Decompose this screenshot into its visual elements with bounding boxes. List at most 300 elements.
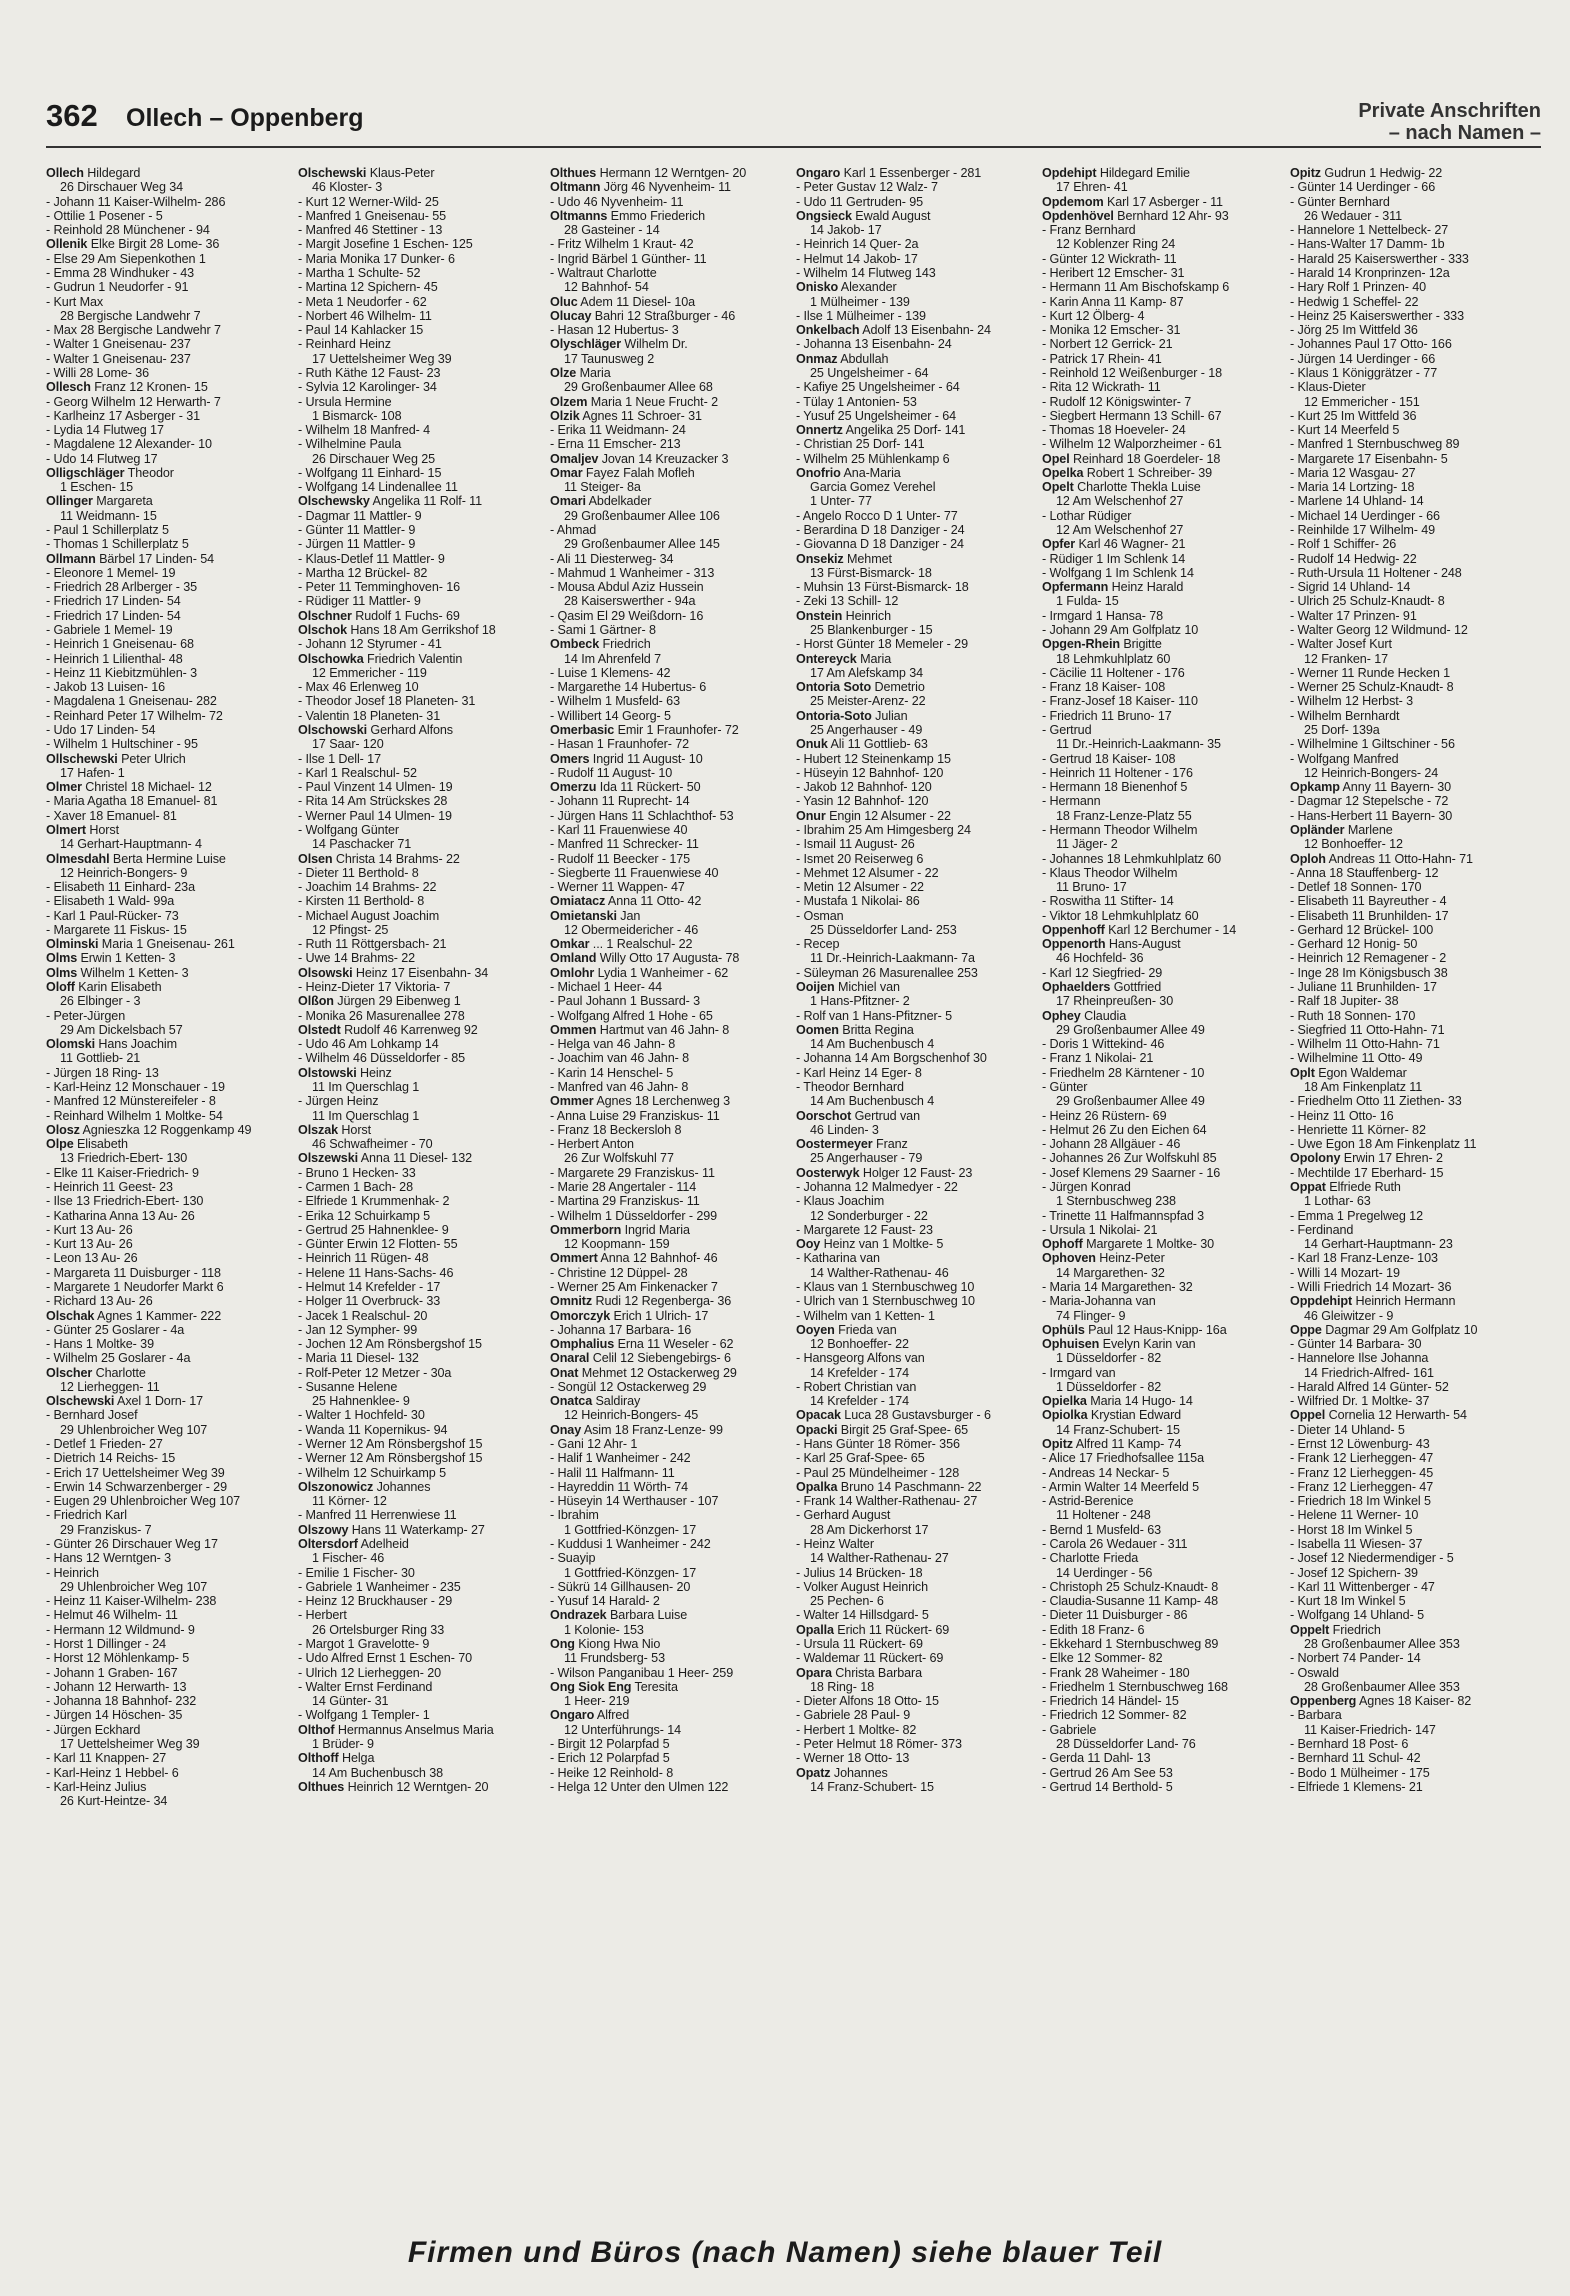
directory-entry-heading: Olsowski Heinz 17 Eisenbahn- 34 [298, 965, 489, 980]
directory-entry-address: 14 Franz-Schubert- 15 [810, 1779, 934, 1794]
directory-entry-address: 28 Großenbaumer Allee 353 [1304, 1679, 1460, 1694]
directory-entry: - Holger 11 Overbruck- 33 [298, 1294, 441, 1309]
directory-entry-heading: Omlohr Lydia 1 Wanheimer - 62 [550, 965, 729, 980]
directory-entry-heading: Ontoria-Soto Julian [796, 708, 908, 723]
directory-entry: - Max 28 Bergische Landwehr 7 [46, 323, 221, 338]
directory-entry: - Wilhelm 18 Manfred- 4 [298, 423, 431, 438]
directory-entry-heading: Ophey Claudia [1042, 1008, 1127, 1023]
directory-entry-heading: Ooijen Michiel van [796, 980, 900, 995]
directory-entry-heading: Olschewski Axel 1 Dorn- 17 [46, 1394, 204, 1409]
directory-entry: - Johanna 14 Am Borgschenhof 30 [796, 1051, 987, 1066]
directory-entry: - Wilhelm 12 Herbst- 3 [1290, 694, 1414, 709]
directory-entry: - Wanda 11 Kopernikus- 94 [298, 1422, 448, 1437]
directory-entry-address: 12 Heinrich-Bongers- 24 [1304, 765, 1439, 780]
directory-entry-heading: Opdenhövel Bernhard 12 Ahr- 93 [1042, 208, 1229, 223]
directory-entry-address: 28 Düsseldorfer Land- 76 [1056, 1736, 1196, 1751]
directory-entry: - Heinz 12 Bruckhauser - 29 [298, 1594, 453, 1609]
directory-entry: - Lydia 14 Flutweg 17 [46, 423, 164, 438]
directory-entry: - Wilhelmine 11 Otto- 49 [1290, 1051, 1423, 1066]
directory-entry-heading: Opiolka Krystian Edward [1042, 1408, 1182, 1423]
directory-entry: - Peter 11 Temminghoven- 16 [298, 580, 461, 595]
directory-entry: - Qasim El 29 Weißdorn- 16 [550, 608, 704, 623]
directory-entry-heading: Opkamp Anny 11 Bayern- 30 [1290, 780, 1452, 795]
directory-entry-address: 11 Weidmann- 15 [60, 508, 157, 523]
directory-entry-heading: Olthof Hermannus Anselmus Maria [298, 1722, 494, 1737]
directory-entry: - Wilhelm 1 Düsseldorfer - 299 [550, 1208, 718, 1223]
directory-entry-heading: Oppdehipt Heinrich Hermann [1290, 1294, 1456, 1309]
directory-entry: - Christian 25 Dorf- 141 [796, 437, 925, 452]
directory-entry: - Helene 11 Hans-Sachs- 46 [298, 1265, 454, 1280]
directory-entry: - Heinz 11 Kiebitzmühlen- 3 [46, 665, 198, 680]
directory-entry: - Walter 1 Hochfeld- 30 [298, 1408, 425, 1423]
directory-entry: - Henriette 11 Körner- 82 [1290, 1122, 1426, 1137]
directory-entry: - Magdalene 12 Alexander- 10 [46, 437, 212, 452]
directory-entry-address: 14 Uerdinger - 56 [1056, 1565, 1153, 1580]
directory-entry: - Bernhard 18 Post- 6 [1290, 1736, 1409, 1751]
directory-entry: - Kurt 25 Im Wittfeld 36 [1290, 408, 1417, 423]
directory-entry: - Heinrich 11 Rügen- 48 [298, 1251, 429, 1266]
directory-entry: - Ruth Käthe 12 Faust- 23 [298, 365, 441, 380]
directory-entry-address: 12 Heinrich-Bongers- 9 [60, 865, 188, 880]
directory-entry-heading: Oorschot Gertrud van [796, 1108, 920, 1123]
directory-entry: - Werner 18 Otto- 13 [796, 1751, 910, 1766]
directory-columns [46, 166, 1546, 2206]
directory-entry: - Margarete 12 Faust- 23 [796, 1222, 933, 1237]
directory-entry-heading: Oloff Karin Elisabeth [46, 980, 162, 995]
directory-entry: - Jürgen 18 Ring- 13 [46, 1065, 159, 1080]
directory-entry: - Klaus Joachim [796, 1194, 885, 1209]
directory-entry-heading: Oppelt Friedrich [1290, 1622, 1381, 1637]
directory-entry-address: 1 Hans-Pfitzner- 2 [810, 994, 910, 1009]
directory-entry-heading: Ommert Anna 12 Bahnhof- 46 [550, 1251, 718, 1266]
directory-entry-heading: Opalka Bruno 14 Paschmann- 22 [796, 1479, 982, 1494]
directory-entry-address: 26 Elbinger - 3 [60, 994, 141, 1009]
directory-entry-heading: Olyschläger Wilhelm Dr. [550, 337, 688, 352]
directory-entry-heading: Olomski Hans Joachim [46, 1037, 177, 1052]
directory-entry-heading: Olmesdahl Berta Hermine Luise [46, 851, 226, 866]
directory-entry: - Günter Bernhard [1290, 194, 1390, 209]
directory-entry: - Manfred van 46 Jahn- 8 [550, 1080, 689, 1094]
directory-entry-heading: Omnitz Rudi 12 Regenberga- 36 [550, 1294, 732, 1309]
directory-entry-address: 26 Zur Wolfskuhl 77 [564, 1151, 674, 1166]
directory-entry: - Karin 14 Henschel- 5 [550, 1065, 674, 1080]
directory-entry: - Heinz 11 Otto- 16 [1290, 1108, 1394, 1123]
directory-entry: - Manfred 11 Schrecker- 11 [550, 837, 699, 852]
directory-entry: - Hermann 12 Wildmund- 9 [46, 1622, 195, 1637]
directory-entry-heading: Onnertz Angelika 25 Dorf- 141 [796, 423, 966, 438]
directory-entry-address: 46 Hochfeld- 36 [1056, 951, 1144, 966]
directory-entry: - Heinz 25 Kaiserswerther - 333 [1290, 308, 1464, 323]
directory-entry: - Frank 28 Waheimer - 180 [1042, 1665, 1190, 1680]
directory-entry-heading: Onmaz Abdullah [796, 351, 889, 366]
directory-entry-heading: Oppenorth Hans-August [1042, 937, 1181, 952]
directory-entry: - Helmut 14 Jakob- 17 [796, 251, 918, 266]
directory-entry: - Udo Alfred Ernst 1 Eschen- 70 [298, 1651, 472, 1666]
directory-entry-heading: Ombeck Friedrich [550, 637, 651, 652]
directory-entry: - Siegbert Hermann 13 Schill- 67 [1042, 408, 1222, 423]
directory-entry: - Gertrud 18 Kaiser- 108 [1042, 751, 1176, 766]
directory-entry-heading: Olligschläger Theodor [46, 465, 174, 480]
directory-entry-heading: Oppe Dagmar 29 Am Golfplatz 10 [1290, 1322, 1478, 1337]
directory-entry: - Mechtilde 17 Eberhard- 15 [1290, 1165, 1444, 1180]
directory-entry: - Wilfried Dr. 1 Moltke- 37 [1290, 1394, 1430, 1409]
directory-entry: - Bernhard 11 Schul- 42 [1290, 1751, 1421, 1766]
directory-entry: - Suayip [550, 1551, 596, 1566]
directory-entry: - Johannes 18 Lehmkuhlplatz 60 [1042, 851, 1222, 866]
directory-entry-heading: Onstein Heinrich [796, 608, 891, 623]
directory-entry-address: 26 Ortelsburger Ring 33 [312, 1622, 445, 1637]
directory-entry-address: 12 Bonhoeffer- 12 [1304, 837, 1403, 852]
directory-entry: - Wilhelm 25 Goslarer - 4a [46, 1351, 191, 1366]
directory-entry: - Karl 18 Franz-Lenze- 103 [1290, 1251, 1438, 1266]
directory-entry: - Juliane 11 Brunhilden- 17 [1290, 980, 1437, 995]
directory-entry: - Ursula 1 Nikolai- 21 [1042, 1222, 1158, 1237]
directory-entry: - Maria 12 Wasgau- 27 [1290, 465, 1416, 480]
directory-entry: - Günter 14 Uerdinger - 66 [1290, 180, 1436, 195]
directory-entry: - Udo 14 Flutweg 17 [46, 451, 158, 466]
directory-entry-heading: Ollesch Franz 12 Kronen- 15 [46, 380, 208, 395]
directory-entry: - Karl 11 Wittenberger - 47 [1290, 1579, 1435, 1594]
directory-entry-address: 74 Flinger- 9 [1056, 1308, 1126, 1323]
directory-entry-address: 12 Emmericher - 119 [312, 665, 427, 680]
directory-entry: - Jürgen 14 Uerdinger - 66 [1290, 351, 1436, 366]
directory-entry: - Rudolf 12 Königswinter- 7 [1042, 394, 1192, 409]
directory-entry: - Hans-Herbert 11 Bayern- 30 [1290, 808, 1453, 823]
directory-entry: - Heinrich 11 Geest- 23 [46, 1179, 173, 1194]
directory-entry: - Hannelore 1 Nettelbeck- 27 [1290, 223, 1449, 238]
directory-entry-address: 12 Am Welschenhof 27 [1056, 494, 1184, 509]
directory-entry-address: 12 Koblenzer Ring 24 [1056, 237, 1176, 252]
directory-entry: - Werner 12 Am Rönsbergshof 15 [298, 1451, 483, 1466]
directory-entry-address: 1 Kolonie- 153 [564, 1622, 644, 1637]
directory-entry-address: 12 Sonderburger - 22 [810, 1208, 928, 1223]
directory-entry-heading: Olze Maria [550, 365, 611, 380]
directory-entry-address: 1 Heer- 219 [564, 1694, 630, 1709]
directory-entry-address: 17 Ehren- 41 [1056, 180, 1128, 195]
directory-entry-heading: Oluc Adem 11 Diesel- 10a [550, 294, 696, 309]
directory-entry: - Maria Monika 17 Dunker- 6 [298, 251, 455, 266]
directory-entry: - Sami 1 Gärtner- 8 [550, 623, 656, 637]
directory-entry-address: 14 Krefelder - 174 [810, 1365, 910, 1380]
directory-entry: - Horst 1 Dillinger - 24 [46, 1636, 167, 1651]
directory-entry: - Franz 18 Beckersloh 8 [550, 1122, 682, 1137]
directory-entry: - Johanna 13 Eisenbahn- 24 [796, 337, 952, 352]
directory-entry-heading: Ollenik Elke Birgit 28 Lome- 36 [46, 237, 220, 252]
directory-entry: - Hans Günter 18 Römer- 356 [796, 1437, 960, 1452]
directory-entry-address: 11 Dr.-Heinrich-Laakmann- 35 [1056, 737, 1221, 752]
directory-entry: - Martina 12 Spichern- 45 [298, 280, 438, 295]
directory-entry-heading: Opalla Erich 11 Rückert- 69 [796, 1622, 950, 1637]
directory-entry-heading: Olszonowicz Johannes [298, 1479, 431, 1494]
directory-entry: - Karl 25 Graf-Spee- 65 [796, 1451, 925, 1466]
directory-entry: - Wilhelm 11 Otto-Hahn- 71 [1290, 1037, 1440, 1052]
directory-entry-address: 17 Uettelsheimer Weg 39 [60, 1736, 200, 1751]
directory-entry: - Wolfgang Manfred [1290, 751, 1399, 766]
directory-entry: - Hayreddin 11 Wörth- 74 [550, 1479, 689, 1494]
directory-entry: - Christine 12 Düppel- 28 [550, 1265, 688, 1280]
directory-entry: - Norbert 12 Gerrick- 21 [1042, 337, 1173, 352]
directory-entry-address: 25 Ungelsheimer - 64 [810, 365, 929, 380]
directory-entry: - Dieter 11 Berthold- 8 [298, 865, 419, 880]
directory-entry: - Ilse 1 Dell- 17 [298, 751, 381, 766]
directory-entry: - Walter 14 Hillsdgard- 5 [796, 1608, 929, 1623]
directory-entry: - Friedrich 18 Im Winkel 5 [1290, 1494, 1431, 1509]
directory-entry: - Günter 11 Mattler- 9 [298, 523, 416, 538]
directory-entry: - Ursula Hermine [298, 394, 392, 409]
directory-entry: - Joachim 14 Brahms- 22 [298, 880, 437, 895]
directory-entry: - Paul 14 Kahlacker 15 [298, 323, 424, 338]
directory-entry-address: 11 Dr.-Heinrich-Laakmann- 7a [810, 951, 975, 966]
directory-entry-address: 29 Großenbaumer Allee 49 [1056, 1022, 1205, 1037]
directory-entry: - Reinhilde 17 Wilhelm- 49 [1290, 523, 1436, 538]
directory-entry: - Hans-Walter 17 Damm- 1b [1290, 237, 1445, 252]
directory-entry: - Giovanna D 18 Danziger - 24 [796, 537, 964, 552]
directory-entry: - Herbert 1 Moltke- 82 [796, 1722, 917, 1737]
directory-entry: - Hary Rolf 1 Prinzen- 40 [1290, 280, 1427, 295]
directory-entry-heading: Ong Siok Eng Teresita [550, 1679, 678, 1694]
directory-entry-address: 25 Dorf- 139a [1304, 722, 1380, 737]
directory-entry-heading: Ontereyck Maria [796, 651, 892, 666]
directory-entry-address: Garcia Gomez Verehel [810, 480, 936, 495]
directory-entry: - Leon 13 Au- 26 [46, 1251, 138, 1266]
directory-entry-heading: Olzik Agnes 11 Schroer- 31 [550, 408, 702, 423]
directory-entry: - Karin Anna 11 Kamp- 87 [1042, 294, 1184, 309]
directory-entry-heading: Ophüls Paul 12 Haus-Knipp- 16a [1042, 1322, 1227, 1337]
directory-entry: - Michael 1 Heer- 44 [550, 980, 663, 995]
directory-entry: - Rolf 1 Schiffer- 26 [1290, 537, 1397, 552]
directory-entry-address: 12 Am Welschenhof 27 [1056, 523, 1184, 538]
directory-entry: - Josef Klemens 29 Saarner - 16 [1042, 1165, 1221, 1180]
directory-entry-address: 11 Frundsberg- 53 [564, 1651, 665, 1666]
directory-entry: - Herbert [298, 1608, 347, 1623]
directory-entry: - Peter Helmut 18 Römer- 373 [796, 1736, 962, 1751]
directory-entry-heading: Onkelbach Adolf 13 Eisenbahn- 24 [796, 323, 991, 338]
directory-entry-heading: Ommen Hartmut van 46 Jahn- 8 [550, 1022, 730, 1037]
directory-entry-address: 17 Saar- 120 [312, 737, 384, 752]
directory-entry: - Maria 14 Margarethen- 32 [1042, 1279, 1193, 1294]
directory-entry: - Elisabeth 11 Einhard- 23a [46, 880, 195, 895]
directory-entry-address: 12 Franken- 17 [1304, 651, 1389, 666]
directory-entry-address: 14 Am Buchenbusch 4 [810, 1037, 935, 1052]
directory-entry: - Friedrich 14 Händel- 15 [1042, 1694, 1179, 1709]
directory-entry-heading: Olschok Hans 18 Am Gerrikshof 18 [298, 623, 496, 637]
directory-entry: - Reinhold 28 Münchener - 94 [46, 223, 210, 238]
directory-entry: - Gabriele 28 Paul- 9 [796, 1708, 911, 1723]
directory-entry: - Rita 12 Wickrath- 11 [1042, 380, 1161, 395]
directory-entry-address: 14 Krefelder - 174 [810, 1394, 910, 1409]
directory-entry-address: 28 Kaiserswerther - 94a [564, 594, 696, 609]
directory-entry: - Jürgen 11 Mattler- 9 [298, 537, 416, 552]
directory-entry-heading: Olmert Horst [46, 822, 119, 837]
directory-entry-address: 1 Düsseldorfer - 82 [1056, 1351, 1162, 1366]
directory-entry-heading: Olszewski Anna 11 Diesel- 132 [298, 1151, 473, 1166]
directory-entry-address: 1 Mülheimer - 139 [810, 294, 910, 309]
directory-entry-heading: Olstowski Heinz [298, 1065, 392, 1080]
directory-entry: - Sükrü 14 Gillhausen- 20 [550, 1579, 691, 1594]
directory-entry: - Jörg 25 Im Wittfeld 36 [1290, 323, 1418, 338]
directory-entry: - Waldemar 11 Rückert- 69 [796, 1651, 944, 1666]
directory-entry: - Gani 12 Ahr- 1 [550, 1437, 638, 1452]
directory-entry: - Kurt 13 Au- 26 [46, 1237, 133, 1252]
directory-entry: - Yusuf 14 Harald- 2 [550, 1594, 660, 1609]
directory-entry: - Lothar Rüdiger [1042, 508, 1132, 523]
directory-entry: - Marlene 14 Uhland- 14 [1290, 494, 1424, 509]
directory-entry: - Tülay 1 Antonien- 53 [796, 394, 917, 409]
directory-entry: - Wilhelm 1 Musfeld- 63 [550, 694, 680, 709]
directory-entry: - Volker August Heinrich [796, 1579, 928, 1594]
directory-entry-address: 14 Gerhart-Hauptmann- 23 [1304, 1237, 1453, 1252]
directory-entry: - Reinhold 12 Weißenburger - 18 [1042, 365, 1223, 380]
directory-entry: - Ilse 1 Mülheimer - 139 [796, 308, 926, 323]
directory-entry-heading: Olschewski Klaus-Peter [298, 166, 435, 180]
directory-entry: - Hermann Theodor Wilhelm [1042, 822, 1198, 837]
directory-entry: - Karl 1 Paul-Rücker- 73 [46, 908, 179, 923]
directory-entry: - Hans 1 Moltke- 39 [46, 1337, 154, 1352]
directory-entry: - Ulrich van 1 Sternbuschweg 10 [796, 1294, 975, 1309]
directory-entry-address: 29 Großenbaumer Allee 68 [564, 380, 713, 395]
directory-entry-heading: Ophuisen Evelyn Karin van [1042, 1337, 1196, 1352]
directory-entry-address: 12 Obermeidericher - 46 [564, 922, 699, 937]
directory-entry: - Wolfgang Alfred 1 Hohe - 65 [550, 1008, 713, 1023]
directory-entry: - Kurt Max [46, 294, 104, 309]
directory-entry-heading: Ongsieck Ewald August [796, 208, 931, 223]
directory-entry: - Gertrud 14 Berthold- 5 [1042, 1779, 1173, 1794]
directory-entry: - Hüseyin 14 Werthauser - 107 [550, 1494, 719, 1509]
directory-entry-heading: Olthues Heinrich 12 Werntgen- 20 [298, 1779, 489, 1794]
directory-entry-address: 11 Im Querschlag 1 [312, 1108, 420, 1123]
directory-entry: - Richard 13 Au- 26 [46, 1294, 153, 1309]
header-divider [46, 146, 1541, 148]
directory-entry-heading: Olthues Hermann 12 Werntgen- 20 [550, 166, 747, 180]
directory-entry: - Hansgeorg Alfons van [796, 1351, 925, 1366]
directory-entry-heading: Onuk Ali 11 Gottlieb- 63 [796, 737, 928, 752]
directory-entry: - Heinrich 12 Remagener - 2 [1290, 951, 1447, 966]
directory-entry: - Irmgard 1 Hansa- 78 [1042, 608, 1164, 623]
directory-entry-address: 29 Uhlenbroicher Weg 107 [60, 1422, 208, 1437]
directory-entry-address: 18 Am Finkenplatz 11 [1304, 1080, 1423, 1094]
directory-entry: - Maria-Johanna van [1042, 1294, 1156, 1309]
directory-entry: - Klaus-Detlef 11 Mattler- 9 [298, 551, 445, 566]
directory-entry-heading: Ontoria Soto Demetrio [796, 680, 925, 695]
directory-entry: - Katharina Anna 13 Au- 26 [46, 1208, 195, 1223]
directory-entry-heading: Olschewsky Angelika 11 Rolf- 11 [298, 494, 483, 509]
directory-entry: - Erwin 14 Schwarzenberger - 29 [46, 1479, 227, 1494]
directory-entry: - Valentin 18 Planeten- 31 [298, 708, 441, 723]
directory-entry: - Kuddusi 1 Wanheimer - 242 [550, 1537, 711, 1551]
directory-entry: - Walter 1 Gneisenau- 237 [46, 337, 191, 352]
directory-entry: - Ruth 11 Röttgersbach- 21 [298, 937, 447, 952]
directory-entry: - Manfred 1 Gneisenau- 55 [298, 208, 447, 223]
directory-column-3 [550, 166, 786, 2206]
directory-entry-address: 12 Emmericher - 151 [1304, 394, 1420, 409]
directory-entry: - Johann 29 Am Golfplatz 10 [1042, 623, 1199, 637]
directory-entry-address: 14 Im Ahrenfeld 7 [564, 651, 662, 666]
directory-entry: - Rudolf 14 Hedwig- 22 [1290, 551, 1417, 566]
directory-entry: - Franz-Josef 18 Kaiser- 110 [1042, 694, 1198, 709]
directory-entry: - Horst 12 Möhlenkamp- 5 [46, 1651, 190, 1666]
directory-entry: - Rudolf 11 Beecker - 175 [550, 851, 691, 866]
directory-entry: - Heinrich [46, 1565, 99, 1580]
directory-entry-heading: Onofrio Ana-Maria [796, 465, 901, 480]
directory-entry: - Friedhelm 28 Kärntener - 10 [1042, 1065, 1205, 1080]
directory-entry-heading: Ophaelders Gottfried [1042, 980, 1162, 995]
directory-entry-heading: Ophoff Margarete 1 Moltke- 30 [1042, 1237, 1215, 1252]
directory-entry: - Magdalena 1 Gneisenau- 282 [46, 694, 217, 709]
directory-entry: - Margarete 1 Neudorfer Markt 6 [46, 1279, 224, 1294]
directory-entry: - Joachim van 46 Jahn- 8 [550, 1051, 690, 1066]
directory-entry-address: 25 Pechen- 6 [810, 1594, 884, 1609]
directory-entry: - Günter 26 Dirschauer Weg 17 [46, 1537, 218, 1551]
directory-entry: - Jan 12 Sympher- 99 [298, 1322, 418, 1337]
directory-entry-address: 1 Gottfried-Könzgen- 17 [564, 1522, 697, 1537]
directory-entry-heading: Omorczyk Erich 1 Ulrich- 17 [550, 1308, 709, 1323]
directory-entry: - Norbert 74 Pander- 14 [1290, 1651, 1421, 1666]
directory-entry: - Mousa Abdul Aziz Hussein [550, 580, 704, 595]
directory-entry: - Wolfgang 1 Im Schlenk 14 [1042, 565, 1194, 580]
directory-entry-heading: Ollech Hildegard [46, 166, 141, 180]
directory-entry: - Monika 26 Masurenallee 278 [298, 1008, 465, 1023]
directory-entry: - Wolfgang 14 Lindenallee 11 [298, 480, 458, 495]
directory-entry: - Udo 11 Gertruden- 95 [796, 194, 924, 209]
directory-entry-heading: Olzem Maria 1 Neue Frucht- 2 [550, 394, 718, 409]
directory-entry-heading: Opitz Alfred 11 Kamp- 74 [1042, 1437, 1182, 1452]
directory-entry-heading: Oplt Egon Waldemar [1290, 1065, 1407, 1080]
directory-entry-heading: Onaral Celil 12 Siebengebirgs- 6 [550, 1351, 731, 1366]
directory-entry: - Friedrich 12 Sommer- 82 [1042, 1708, 1187, 1723]
directory-entry-address: 12 Bonhoeffer- 22 [810, 1337, 909, 1352]
directory-entry: - Andreas 14 Neckar- 5 [1042, 1465, 1170, 1480]
directory-entry: - Charlotte Frieda [1042, 1551, 1139, 1566]
directory-entry-heading: Ommerborn Ingrid Maria [550, 1222, 690, 1237]
directory-entry: - Susanne Helene [298, 1379, 398, 1394]
directory-entry-address: 14 Margarethen- 32 [1056, 1265, 1165, 1280]
directory-entry: - Rolf-Peter 12 Metzer - 30a [298, 1365, 452, 1380]
directory-entry-heading: Olmer Christel 18 Michael- 12 [46, 780, 212, 795]
directory-entry: - Luise 1 Klemens- 42 [550, 665, 671, 680]
directory-entry-address: 13 Fürst-Bismarck- 18 [810, 565, 932, 580]
directory-entry-heading: Opdemom Karl 17 Asberger - 11 [1042, 194, 1223, 209]
directory-entry-address: 29 Am Dickelsbach 57 [60, 1022, 183, 1037]
directory-entry: - Karl 11 Knappen- 27 [46, 1751, 167, 1766]
directory-entry: - Gudrun 1 Neudorfer - 91 [46, 280, 189, 295]
directory-entry-address: 18 Ring- 18 [810, 1679, 875, 1694]
directory-entry: - Manfred 12 Münstereifeler - 8 [46, 1094, 216, 1109]
directory-entry: - Ismail 11 August- 26 [796, 837, 915, 852]
directory-column-2 [298, 166, 534, 2206]
directory-entry: - Gertrud 25 Hahnenklee- 9 [298, 1222, 449, 1237]
directory-entry-address: 46 Kloster- 3 [312, 180, 383, 195]
directory-entry: - Horst 18 Im Winkel 5 [1290, 1522, 1413, 1537]
directory-entry: - Sylvia 12 Karolinger- 34 [298, 380, 437, 395]
directory-entry-address: 1 Düsseldorfer - 82 [1056, 1379, 1162, 1394]
directory-entry-heading: Ong Kiong Hwa Nio [550, 1636, 661, 1651]
directory-entry: - Uwe Egon 18 Am Finkenplatz 11 [1290, 1137, 1477, 1152]
directory-entry: - Ursula 11 Rückert- 69 [796, 1636, 923, 1651]
directory-entry: - Margit Josefine 1 Eschen- 125 [298, 237, 473, 252]
directory-entry: - Irmgard van [1042, 1365, 1116, 1380]
directory-entry: - Bodo 1 Mülheimer - 175 [1290, 1765, 1430, 1780]
directory-entry: - Wilhelm 12 Walporzheimer - 61 [1042, 437, 1222, 452]
directory-entry: - Franz 18 Kaiser- 108 [1042, 680, 1166, 695]
directory-entry: - Johann 12 Herwarth- 13 [46, 1679, 187, 1694]
directory-entry: - Wolfgang 1 Templer- 1 [298, 1708, 430, 1723]
directory-entry-address: 25 Meister-Arenz- 22 [810, 694, 926, 709]
directory-entry-address: 29 Großenbaumer Allee 145 [564, 537, 720, 552]
directory-entry: - Walter 17 Prinzen- 91 [1290, 608, 1417, 623]
directory-entry: - Hans 12 Werntgen- 3 [46, 1551, 172, 1566]
directory-entry-heading: Opelka Robert 1 Schreiber- 39 [1042, 465, 1213, 480]
directory-entry: - Harald 25 Kaiserswerther - 333 [1290, 251, 1469, 266]
